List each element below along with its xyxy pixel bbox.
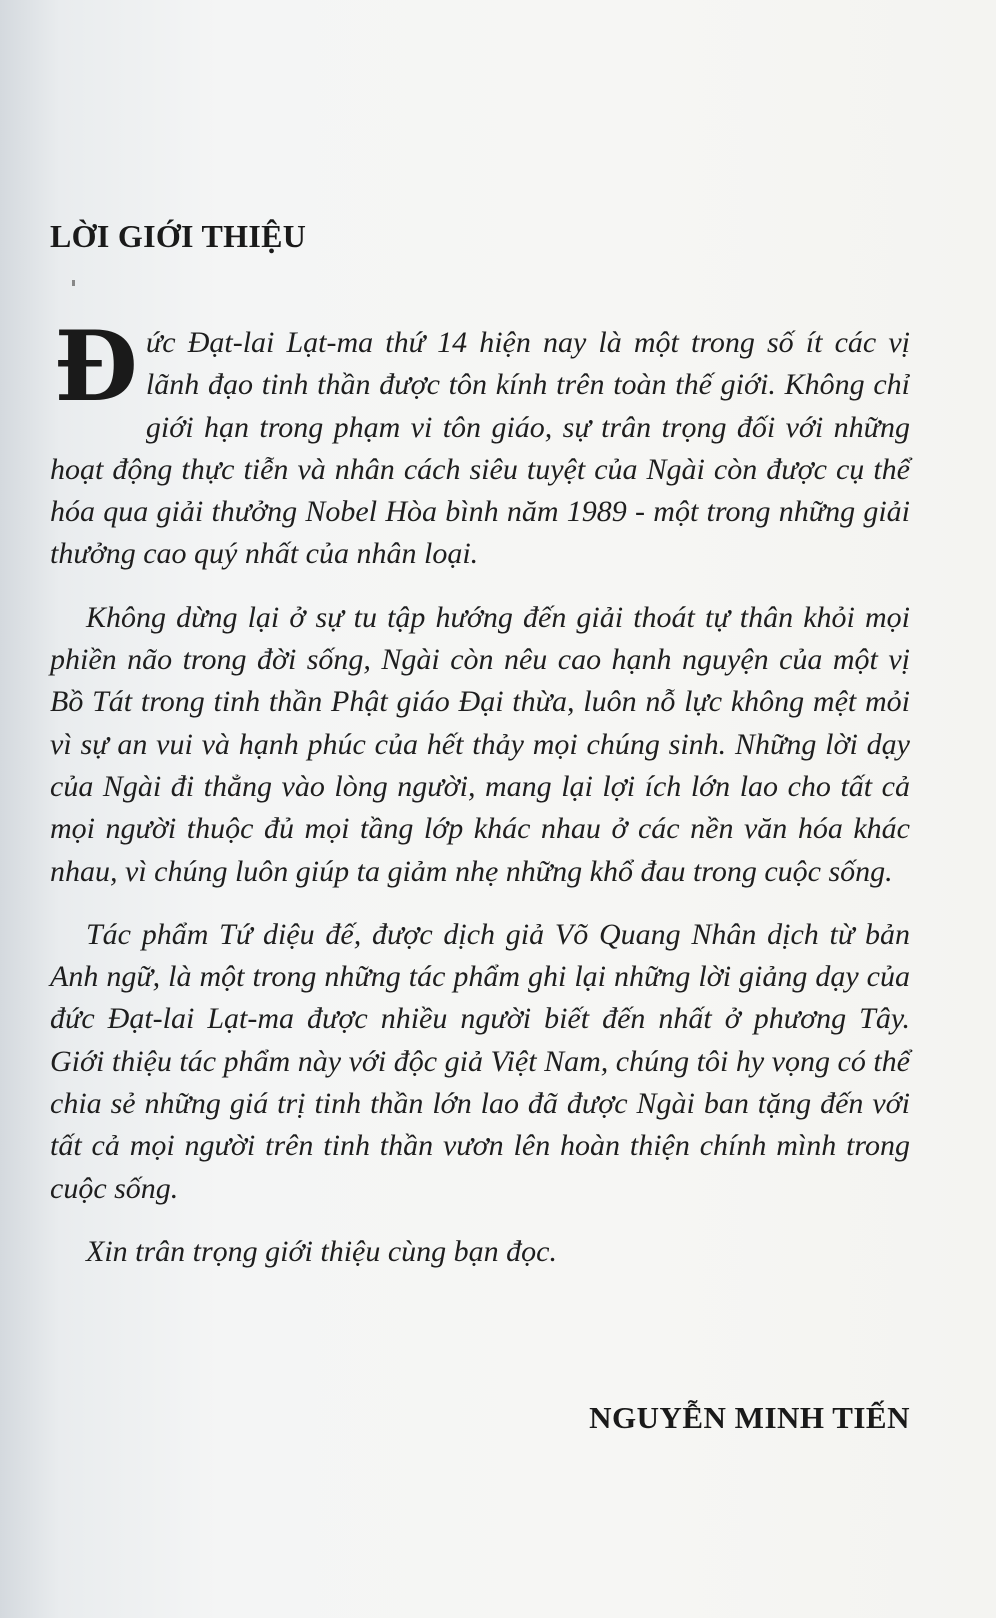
author-signature: NGUYỄN MINH TIẾN (589, 1400, 910, 1435)
paragraph-2: Không dừng lại ở sự tu tập hướng đến giải thoát tự thân khỏi mọi phiền não trong đời sống, Ngài còn nêu cao hạnh nguyện của một vị Bồ Tát trong tinh thần Phật giáo Đại thừa, luôn nỗ lực không mệt mỏi vì sự an vui và hạnh phúc của hết thảy mọi chúng sinh. Những lời dạy của Ngài đi thẳng vào lòng người, mang lại lợi ích lớn lao cho tất cả mọi người thuộc đủ mọi tầng lớp khác nhau ở các nền văn hóa khác nhau, vì chúng luôn giúp ta giảm nhẹ những khổ đau trong cuộc sống. (50, 600, 910, 888)
drop-cap-letter: Đ (54, 310, 138, 423)
introduction-body (50, 310, 910, 1273)
paragraph-1-text: ức Đạt-lai Lạt-ma thứ 14 hiện nay là một trong số ít các vị lãnh đạo tinh thần được tôn kính trên toàn thế giới. Không chỉ giới hạn trong phạm vi tôn giáo, sự trân trọng đối với những hoạt động thực tiễn và nhân cách siêu tuyệt của Ngài còn được cụ thể hóa qua giải thưởng Nobel Hòa bình năm 1989 - một trong những giải thưởng cao quý nhất của nhân loại. (50, 326, 910, 571)
paragraph-3: Tác phẩm Tứ diệu đế, được dịch giả Võ Quang Nhân dịch từ bản Anh ngữ, là một trong những tác phẩm ghi lại những lời giảng dạy của đức Đạt-lai Lạt-ma được nhiều người biết đến nhất ở phương Tây. Giới thiệu tác phẩm này với độc giả Việt Nam, chúng tôi hy vọng có thể chia sẻ những giá trị tinh thần lớn lao đã được Ngài ban tặng đến với tất cả mọi người trên tinh thần vươn lên hoàn thiện chính mình trong cuộc sống. (50, 917, 910, 1205)
page-mark (72, 280, 75, 286)
paragraph-4: Xin trân trọng giới thiệu cùng bạn đọc. (86, 1234, 557, 1268)
paragraph-1 (50, 310, 910, 576)
page-title: LỜI GIỚI THIỆU (50, 218, 307, 254)
